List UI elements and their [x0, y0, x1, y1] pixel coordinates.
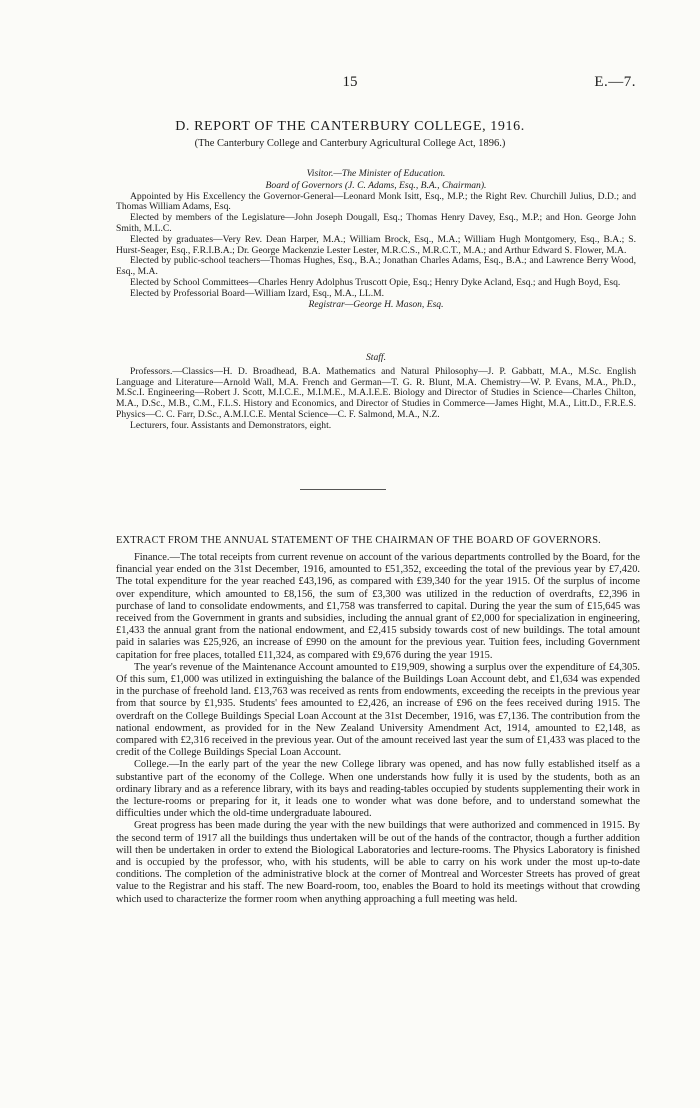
staff-section: [116, 353, 636, 432]
extract-body: [116, 552, 640, 906]
professors-paragraph: Professors.—Classics—H. D. Broadhead, B.A. Mathematics and Natural Philosophy—J. P. Gabbatt, M.A., M.Sc. English Language and Literature—Arnold Wall, M.A. French and German—T. G. R. Blunt, M.A. Chemistry—W. P. Evans, M.A., Ph.D., M.Sc.I. Engineering—Robert J. Scott, M.I.C.E., M.I.M.E., M.A.I.E.E. Biology and Director of Studies in Science—Charles Chilton, M.A., D.Sc., M.B., C.M., F.L.S. History and Economics, and Director of Studies in Commerce—James Hight, M.A., Litt.D., F.R.E.S. Physics—C. C. Farr, D.Sc., A.M.I.C.E. Mental Science—C. F. Salmond, M.A., N.Z.: [116, 365, 636, 420]
appointed-paragraph: Appointed by His Excellency the Governor-General—Leonard Monk Isitt, Esq., M.P.; the Right Rev. Churchill Julius, D.D.; and Thomas William Adams, Esq.: [116, 190, 636, 213]
committees-paragraph: Elected by School Committees—Charles Henry Adolphus Truscott Opie, Esq.; Henry Dyke Acland, Esq.; and Hugh Boyd, Esq.: [130, 276, 621, 288]
buildings-paragraph: Great progress has been made during the year with the new buildings that were authorized and commenced in 1915. By the second term of 1917 all the buildings thus undertaken will be out of the hands of the contractor, though a further addition will then be undertaken in order to extend the Biological Laboratories and lecture-rooms. The Physics Laboratory is finished and is occupied by the professor, who, with his students, will be able to carry on his work under the most up-to-date conditions. The completion of the administrative block at the corner of Montreal and Worcester Streets has proved of great value to the Registrar and his staff. The new Board-room, too, enables the Board to hold its meetings without that crowding which used to characterize the former room when anything approaching a full meeting was held.: [116, 820, 640, 905]
report-subtitle: (The Canterbury College and Canterbury Agricultural College Act, 1896.): [194, 138, 506, 149]
college-paragraph: College.—In the early part of the year the new College library was opened, and has now fully established itself as a substantive part of the economy of the College. When one understands how fully it is used by the students, both as an ordinary library and as a reference library, with its bays and reading-tables occupied by students supplementing their work in the lecture-rooms or preparing for it, it leads one to wonder what was done before, and to understand somewhat the difficulties under which the old-time undergraduate laboured.: [116, 759, 640, 820]
finance-paragraph: Finance.—The total receipts from current revenue on account of the various departments controlled by the Board, for the financial year ended on the 31st December, 1916, amounted to £51,352, exceeding the total of the previous year by £7,420. The total expenditure for the year reached £43,196, as compared with £39,340 for the year 1915. Of the surplus of income over expenditure, which amounted to £8,156, the sum of £3,300 was utilized in the reduction of overdrafts, £2,396 in purchase of land to consolidate endowments, and £1,758 was transferred to capital. During the year the sum of £15,645 was received from the Government in grants and subsidies, including the annual grant of £2,000 for specialization in engineering, £1,433 the annual grant from the national endowment, and £2,415 subsidy towards cost of new buildings. The total amount paid in salaries was £25,926, an increase of £990 on the amount for the previous year. Tuition fees, including Government capitation for free places, totalled £11,324, as compared with £9,676 during the year 1915.: [116, 552, 640, 661]
board-line: Board of Governors (J. C. Adams, Esq., B.A., Chairman).: [265, 179, 487, 191]
extract-heading: EXTRACT FROM THE ANNUAL STATEMENT OF THE CHAIRMAN OF THE BOARD OF GOVERNORS.: [116, 535, 601, 546]
registrar-line: Registrar—George H. Mason, Esq.: [308, 298, 444, 310]
maintenance-paragraph: The year's revenue of the Maintenance Account amounted to £19,909, showing a surplus over the expenditure of £4,305. Of this sum, £1,000 was utilized in extinguishing the balance of the Buildings Loan Account debt, and £1,634 was expended in the purchase of freehold land. £13,763 was received as rents from endowments, exceeding the receipts in the previous year from that source by £1,935. Students' fees amounted to £2,426, an increase of £96 on the fees received during 1915. The overdraft on the College Buildings Special Loan Account at the 31st December, 1916, was £7,136. The contribution from the national endowment, as provided for in the New Zealand University Amendment Act, 1914, amounted to £2,148, as compared with £2,316 received in the previous year. Out of the amount received last year the sum of £1,433 was placed to the credit of the College Buildings Special Loan Account.: [116, 661, 640, 759]
visitor-line: Visitor.—The Minister of Education.: [306, 168, 446, 179]
teachers-paragraph: Elected by public-school teachers—Thomas Hughes, Esq., B.A.; Jonathan Charles Adams, Esq., B.A.; and Lawrence Berry Wood, Esq., M.A.: [116, 255, 636, 278]
document-reference: E.—7.: [594, 74, 636, 90]
staff-heading: Staff.: [366, 352, 386, 363]
professorial-board-paragraph: Elected by Professorial Board—William Izard, Esq., M.A., LL.M.: [130, 287, 385, 299]
page-number: 15: [342, 74, 358, 90]
graduates-paragraph: Elected by graduates—Very Rev. Dean Harper, M.A.; William Brock, Esq., M.A.; William Hugh Montgomery, Esq., B.A.; S. Hurst-Seager, Esq., F.R.I.B.A.; Dr. George Mackenzie Lester Lester, M.R.C.S., M.R.C.T., M.A.; and Arthur Edward S. Flower, M.A.: [116, 233, 636, 256]
legislature-paragraph: Elected by members of the Legislature—John Joseph Dougall, Esq.; Thomas Henry Davey, Esq., M.P.; and Hon. George John Smith, M.L.C.: [116, 212, 636, 234]
governance-section: [116, 169, 636, 310]
section-divider: [300, 489, 386, 490]
lecturers-line: Lecturers, four. Assistants and Demonstrators, eight.: [130, 419, 332, 431]
report-title: D. REPORT OF THE CANTERBURY COLLEGE, 1916.: [175, 119, 525, 134]
